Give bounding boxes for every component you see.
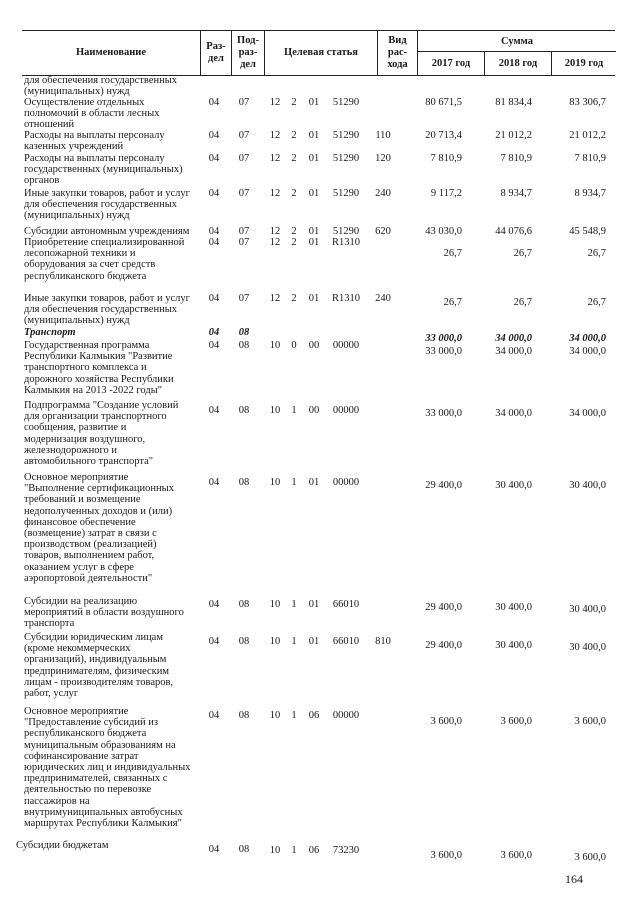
- sum-2018: 26,7: [513, 248, 532, 259]
- sum-2018: 3 600,0: [500, 716, 532, 727]
- podrazdel: 07: [238, 97, 250, 108]
- cs-part1: 12: [269, 293, 281, 304]
- cs-part4: R1310: [331, 237, 360, 248]
- sum-2019: 26,7: [587, 297, 606, 308]
- cs-part4: 51290: [332, 153, 360, 164]
- cs-part4: 51290: [332, 226, 360, 237]
- cs-part2: 2: [291, 130, 297, 141]
- sum-2018: 34 000,0: [495, 333, 532, 344]
- cs-part2: 1: [291, 845, 297, 856]
- row-name: Субсидии бюджетам: [16, 840, 109, 851]
- razdel: 04: [208, 327, 220, 338]
- razdel: 04: [208, 844, 220, 855]
- podrazdel: 08: [238, 844, 250, 855]
- sum-2017: 33 000,0: [425, 333, 462, 344]
- sum-2019: 34 000,0: [569, 346, 606, 357]
- header-summa: Сумма: [417, 31, 616, 52]
- cs-part3: 01: [308, 599, 320, 610]
- cs-part1: 10: [269, 636, 281, 647]
- sum-2018: 21 012,2: [495, 130, 532, 141]
- cs-part2: 1: [291, 710, 297, 721]
- razdel: 04: [208, 97, 220, 108]
- cs-part3: 00: [308, 405, 320, 416]
- sum-2017: 26,7: [443, 297, 462, 308]
- row-name: Подпрограмма "Создание условий для организации транспортного сообщения, развитие и модернизация воздушного, железнодорожного и автомобильного транспорта": [24, 400, 179, 468]
- sum-2018: 3 600,0: [500, 850, 532, 861]
- row-name: для обеспечения государственных (муниципальных) нужд: [24, 75, 177, 98]
- vid-rashoda: 620: [375, 226, 391, 237]
- cs-part3: 01: [308, 237, 320, 248]
- vid-rashoda: 240: [375, 293, 391, 304]
- podrazdel: 08: [238, 340, 250, 351]
- razdel: 04: [208, 599, 220, 610]
- podrazdel: 07: [238, 226, 250, 237]
- cs-part3: 01: [308, 97, 320, 108]
- cs-part4: 51290: [332, 130, 360, 141]
- cs-part1: 10: [269, 599, 281, 610]
- podrazdel: 08: [238, 710, 250, 721]
- cs-part3: 06: [308, 845, 320, 856]
- cs-part1: 12: [269, 237, 281, 248]
- cs-part4: 51290: [332, 188, 360, 199]
- sum-2018: 30 400,0: [495, 480, 532, 491]
- cs-part1: 12: [269, 130, 281, 141]
- row-name: Транспорт: [24, 327, 76, 338]
- razdel: 04: [208, 153, 220, 164]
- cs-part2: 0: [291, 340, 297, 351]
- razdel: 04: [208, 477, 220, 488]
- sum-2018: 26,7: [513, 297, 532, 308]
- cs-part4: 73230: [332, 845, 360, 856]
- header-year-2018: 2018 год: [484, 52, 551, 75]
- podrazdel: 08: [238, 477, 250, 488]
- razdel: 04: [208, 237, 220, 248]
- sum-2018: 34 000,0: [495, 346, 532, 357]
- razdel: 04: [208, 188, 220, 199]
- row-name: Основное мероприятие "Выполнение сертификационных требований и возмещение недополученных доходов и (или) финансовое обеспечение (возмещение) затрат в связи с производством (реализацией) товаров, выполнением работ, оказанием услуг в сфере аэропортовой деятельности": [24, 472, 174, 584]
- header-razdel: Раз- дел: [200, 31, 231, 75]
- row-name: Иные закупки товаров, работ и услуг для обеспечения государственных (муниципальных) нужд: [24, 188, 190, 222]
- cs-part4: R1310: [331, 293, 360, 304]
- cs-part3: 01: [308, 130, 320, 141]
- cs-part2: 1: [291, 405, 297, 416]
- razdel: 04: [208, 710, 220, 721]
- sum-2018: 30 400,0: [495, 602, 532, 613]
- cs-part2: 2: [291, 293, 297, 304]
- razdel: 04: [208, 636, 220, 647]
- cs-part3: 01: [308, 477, 320, 488]
- cs-part1: 10: [269, 477, 281, 488]
- sum-2019: 34 000,0: [569, 333, 606, 344]
- cs-part4: 66010: [332, 636, 360, 647]
- podrazdel: 08: [238, 327, 250, 338]
- sum-2019: 8 934,7: [574, 188, 606, 199]
- cs-part3: 01: [308, 293, 320, 304]
- sum-2017: 80 671,5: [425, 97, 462, 108]
- vid-rashoda: 240: [375, 188, 391, 199]
- sum-2018: 8 934,7: [500, 188, 532, 199]
- sum-2017: 20 713,4: [425, 130, 462, 141]
- sum-2017: 3 600,0: [430, 850, 462, 861]
- vid-rashoda: 120: [375, 153, 391, 164]
- sum-2018: 34 000,0: [495, 408, 532, 419]
- sum-2018: 7 810,9: [500, 153, 532, 164]
- row-name: Иные закупки товаров, работ и услуг для обеспечения государственных (муниципальных) нужд: [24, 293, 190, 327]
- header-celevaya: Целевая статья: [264, 31, 377, 75]
- sum-2017: 43 030,0: [425, 226, 462, 237]
- sum-2017: 29 400,0: [425, 602, 462, 613]
- cs-part1: 12: [269, 226, 281, 237]
- cs-part4: 66010: [332, 599, 360, 610]
- row-name: Расходы на выплаты персоналу государственных (муниципальных) органов: [24, 153, 183, 187]
- podrazdel: 07: [238, 237, 250, 248]
- row-name: Субсидии автономным учреждениям: [24, 226, 190, 237]
- vid-rashoda: 110: [375, 130, 391, 141]
- cs-part3: 00: [308, 340, 320, 351]
- cs-part4: 00000: [332, 405, 360, 416]
- sum-2019: 30 400,0: [569, 480, 606, 491]
- table-header: [22, 30, 615, 76]
- podrazdel: 08: [238, 599, 250, 610]
- sum-2019: 45 548,9: [569, 226, 606, 237]
- cs-part1: 10: [269, 710, 281, 721]
- cs-part2: 2: [291, 226, 297, 237]
- sum-2019: 34 000,0: [569, 408, 606, 419]
- sum-2019: 21 012,2: [569, 130, 606, 141]
- podrazdel: 08: [238, 405, 250, 416]
- razdel: 04: [208, 405, 220, 416]
- row-name: Расходы на выплаты персоналу казенных учреждений: [24, 130, 165, 153]
- sum-2017: 33 000,0: [425, 408, 462, 419]
- cs-part1: 10: [269, 845, 281, 856]
- sum-2017: 29 400,0: [425, 480, 462, 491]
- cs-part3: 06: [308, 710, 320, 721]
- razdel: 04: [208, 340, 220, 351]
- sum-2019: 3 600,0: [574, 852, 606, 863]
- podrazdel: 07: [238, 130, 250, 141]
- sum-2017: 26,7: [443, 248, 462, 259]
- sum-2018: 81 834,4: [495, 97, 532, 108]
- cs-part1: 12: [269, 188, 281, 199]
- sum-2017: 9 117,2: [430, 188, 462, 199]
- cs-part2: 1: [291, 599, 297, 610]
- razdel: 04: [208, 293, 220, 304]
- cs-part1: 12: [269, 153, 281, 164]
- cs-part2: 2: [291, 237, 297, 248]
- podrazdel: 07: [238, 188, 250, 199]
- cs-part2: 1: [291, 636, 297, 647]
- sum-2018: 44 076,6: [495, 226, 532, 237]
- row-name: Основное мероприятие "Предоставление субсидий из республиканского бюджета муниципальным образованиям на софинансирование затрат юридических лиц и индивидуальных предпринимателей, связанных с деятельностью по перевозке пассажиров на внутримуниципальных автобусных маршрутах Республики Калмыкия": [24, 706, 191, 830]
- cs-part3: 01: [308, 636, 320, 647]
- razdel: 04: [208, 130, 220, 141]
- sum-2019: 83 306,7: [569, 97, 606, 108]
- cs-part1: 12: [269, 97, 281, 108]
- podrazdel: 07: [238, 153, 250, 164]
- sum-2018: 30 400,0: [495, 640, 532, 651]
- razdel: 04: [208, 226, 220, 237]
- header-name: Наименование: [76, 46, 146, 58]
- page-number: 164: [565, 872, 583, 886]
- header-year-2019: 2019 год: [551, 52, 616, 75]
- header-podrazdel: Под- раз- дел: [231, 31, 264, 75]
- cs-part2: 2: [291, 153, 297, 164]
- row-name: Приобретение специализированной лесопожарной техники и оборудования за счет средств республиканского бюджета: [24, 237, 185, 282]
- cs-part4: 00000: [332, 477, 360, 488]
- sum-2017: 7 810,9: [430, 153, 462, 164]
- sum-2017: 3 600,0: [430, 716, 462, 727]
- cs-part3: 01: [308, 188, 320, 199]
- row-name: Государственная программа Республики Калмыкия "Развитие транспортного комплекса и дорожного хозяйства Республики Калмыкия на 2013 -2022 годы": [24, 340, 174, 396]
- row-name: Субсидии на реализацию мероприятий в области воздушного транспорта: [24, 596, 184, 630]
- cs-part1: 10: [269, 340, 281, 351]
- header-year-2017: 2017 год: [417, 52, 484, 75]
- header-vid: Вид рас- хода: [377, 31, 417, 75]
- cs-part2: 1: [291, 477, 297, 488]
- row-name: Осуществление отдельных полномочий в области лесных отношений: [24, 97, 160, 131]
- podrazdel: 08: [238, 636, 250, 647]
- cs-part3: 01: [308, 226, 320, 237]
- cs-part4: 00000: [332, 340, 360, 351]
- sum-2019: 7 810,9: [574, 153, 606, 164]
- podrazdel: 07: [238, 293, 250, 304]
- cs-part4: 00000: [332, 710, 360, 721]
- vid-rashoda: 810: [375, 636, 391, 647]
- cs-part2: 2: [291, 188, 297, 199]
- sum-2019: 3 600,0: [574, 716, 606, 727]
- cs-part3: 01: [308, 153, 320, 164]
- cs-part2: 2: [291, 97, 297, 108]
- sum-2019: 30 400,0: [569, 604, 606, 615]
- sum-2019: 30 400,0: [569, 642, 606, 653]
- sum-2017: 33 000,0: [425, 346, 462, 357]
- sum-2019: 26,7: [587, 248, 606, 259]
- sum-2017: 29 400,0: [425, 640, 462, 651]
- cs-part1: 10: [269, 405, 281, 416]
- cs-part4: 51290: [332, 97, 360, 108]
- row-name: Субсидии юридическим лицам (кроме некоммерческих организаций), индивидуальным предпринимателям, физическим лицам - производителям товаров, работ, услуг: [24, 632, 174, 700]
